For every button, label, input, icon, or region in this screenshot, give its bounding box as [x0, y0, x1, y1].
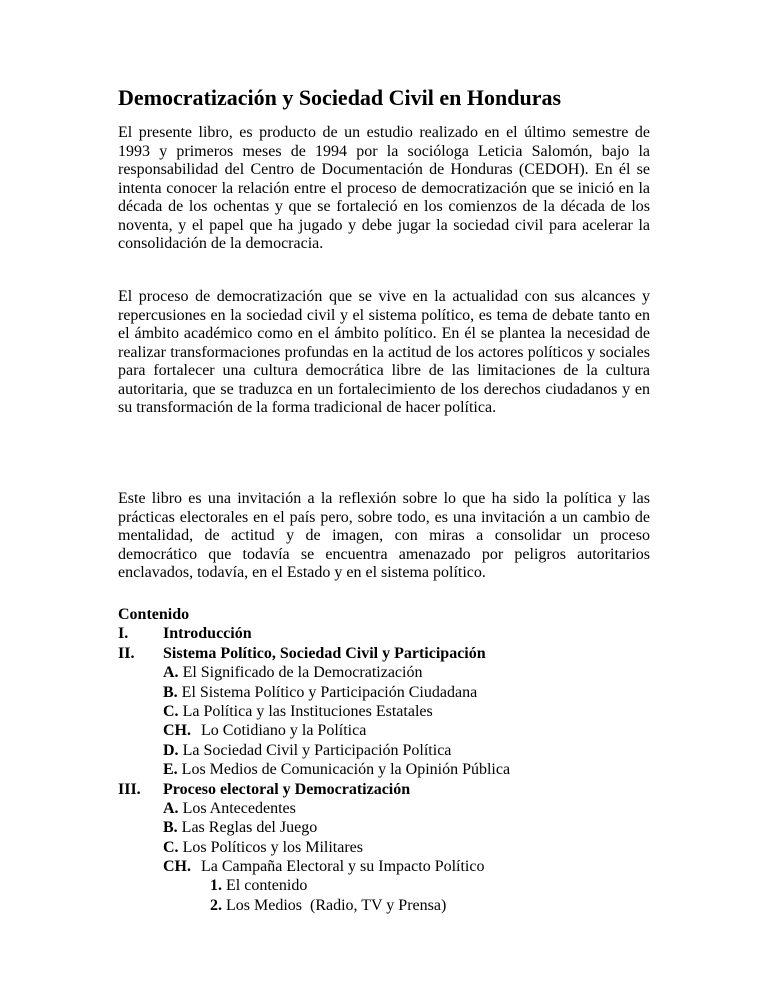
toc-item [118, 799, 678, 818]
toc-item-text: La Sociedad Civil y Participación Política [182, 741, 452, 759]
toc-item [118, 663, 678, 682]
toc-item-letter: A. [163, 664, 179, 682]
toc-subitem [118, 876, 678, 895]
toc-subitem [118, 896, 678, 915]
toc-item-letter: B. [163, 683, 178, 701]
toc-item-letter: CH. [163, 722, 191, 740]
toc-section-number: III. [118, 780, 141, 798]
paragraph-1: El presente libro, es producto de un estudio realizado en el último semestre de 1993 y primeros meses de 1994 por la socióloga Leticia Salomón, bajo la responsabilidad del Centro de Documentación de Honduras (CEDOH). En él se intenta conocer la relación entre el proceso de democratización que se inició en la década de los ochentas y que se fortaleció en los comienzos de la década de los noventa, y el papel que ha jugado y debe jugar la sociedad civil para acelerar la consolidación de la democracia. [118, 124, 650, 252]
toc-item-letter: E. [163, 761, 178, 779]
toc-item-text: El Significado de la Democratización [182, 664, 423, 682]
toc-section [118, 624, 678, 643]
toc-item-text: Las Reglas del Juego [181, 819, 318, 837]
toc-item-letter: D. [163, 741, 179, 759]
toc-item [118, 683, 678, 702]
toc-item [118, 721, 678, 740]
document-title: Democratización y Sociedad Civil en Honduras [118, 85, 562, 110]
toc-item-letter: B. [163, 819, 178, 837]
toc-item-text: La Política y las Instituciones Estatales [182, 702, 433, 720]
toc-section-title: Introducción [163, 625, 252, 643]
table-of-contents [118, 605, 678, 915]
toc-item [118, 760, 678, 779]
toc-item-letter: C. [163, 838, 179, 856]
toc-item [118, 838, 678, 857]
toc-subitem-text: Los Medios (Radio, TV y Prensa) [226, 896, 447, 914]
toc-item-text: Los Políticos y los Militares [182, 838, 364, 856]
toc-item-text: Lo Cotidiano y la Política [201, 722, 367, 740]
toc-item-text: Los Medios de Comunicación y la Opinión Pública [181, 761, 511, 779]
contents-heading: Contenido [118, 606, 190, 623]
toc-item-text: Los Antecedentes [182, 799, 296, 817]
toc-item [118, 702, 678, 721]
toc-item-letter: CH. [163, 858, 191, 876]
paragraph-2: El proceso de democratización que se vive en la actualidad con sus alcances y repercusiones en la sociedad civil y el sistema político, es tema de debate tanto en el ámbito académico como en el ámbito político. En él se plantea la necesidad de realizar transformaciones profundas en la actitud de los actores políticos y sociales para fortalecer una cultura democrática libre de las limitaciones de la cultura autoritaria, que se traduzca en un fortalecimiento de los derechos ciudadanos y en su transformación de la forma tradicional de hacer política. [118, 288, 650, 416]
toc-item [118, 818, 678, 837]
toc-section-number: II. [118, 644, 135, 662]
toc-section-title: Proceso electoral y Democratización [163, 780, 411, 798]
toc-item [118, 741, 678, 760]
toc-item-letter: A. [163, 799, 179, 817]
paragraph-3: Este libro es una invitación a la reflexión sobre lo que ha sido la política y las prácticas electorales en el país pero, sobre todo, es una invitación a un cambio de mentalidad, de actitud y de imagen, con miras a consolidar un proceso democrático que todavía se encuentra amenazado por peligros autoritarios enclavados, todavía, en el Estado y en el sistema político. [118, 490, 650, 581]
toc-section-number: I. [118, 625, 129, 643]
toc-item [118, 857, 678, 876]
toc-item-text: El Sistema Político y Participación Ciudadana [181, 683, 478, 701]
toc-item-letter: C. [163, 702, 179, 720]
toc-section [118, 644, 678, 663]
toc-section [118, 780, 678, 799]
toc-item-text: La Campaña Electoral y su Impacto Político [201, 858, 485, 876]
toc-subitem-number: 2. [210, 896, 222, 914]
toc-subitem-number: 1. [210, 877, 222, 895]
toc-subitem-text: El contenido [226, 877, 308, 895]
toc-section-title: Sistema Político, Sociedad Civil y Participación [163, 644, 486, 662]
